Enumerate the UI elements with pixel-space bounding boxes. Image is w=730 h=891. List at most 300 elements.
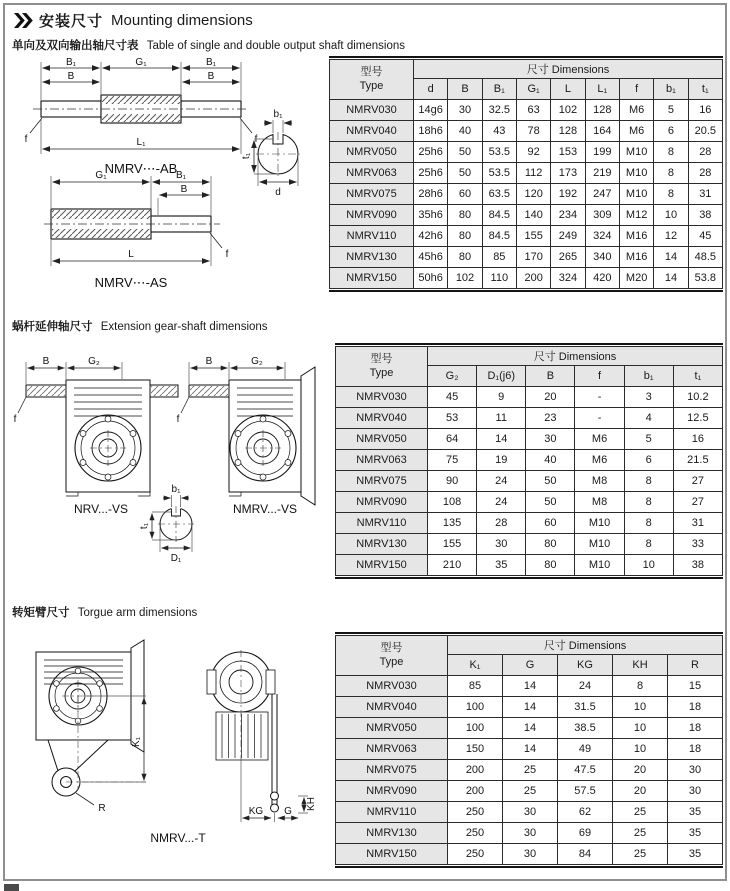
type-cell: NMRV040 bbox=[336, 697, 448, 718]
value-cell: 20 bbox=[613, 760, 668, 781]
table-row bbox=[336, 718, 723, 739]
value-cell: 5 bbox=[654, 100, 688, 121]
table-body bbox=[336, 676, 723, 865]
dim-label-b1: B₁ bbox=[175, 170, 187, 181]
type-cell: NMRV050 bbox=[336, 718, 448, 739]
value-cell: 10 bbox=[613, 697, 668, 718]
table-row bbox=[336, 676, 723, 697]
extension-gear-shaft-drawing bbox=[6, 352, 328, 588]
value-cell: M10 bbox=[619, 184, 653, 205]
value-cell: 250 bbox=[448, 844, 503, 865]
column-header: L₁ bbox=[585, 79, 619, 100]
value-cell: 25 bbox=[613, 844, 668, 865]
type-cell: NMRV110 bbox=[336, 802, 448, 823]
value-cell: 10 bbox=[613, 739, 668, 760]
type-header-en: Type bbox=[359, 79, 384, 92]
value-cell: 25h6 bbox=[414, 142, 448, 163]
value-cell: 38.5 bbox=[558, 718, 613, 739]
value-cell: 43 bbox=[482, 121, 516, 142]
value-cell: 102 bbox=[448, 268, 482, 289]
type-cell: NMRV130 bbox=[330, 247, 414, 268]
table-row bbox=[336, 802, 723, 823]
value-cell: 8 bbox=[624, 492, 673, 513]
value-cell: 14 bbox=[503, 697, 558, 718]
table-body bbox=[330, 100, 723, 289]
drawing-caption-nmrv-t: NMRV...-T bbox=[150, 831, 206, 845]
column-header: D₁(j6) bbox=[477, 366, 526, 387]
dim-label-b: B bbox=[205, 356, 213, 367]
value-cell: 128 bbox=[585, 100, 619, 121]
torque-arm-drawing bbox=[6, 630, 328, 870]
table-row bbox=[336, 844, 723, 865]
value-cell: 20 bbox=[613, 781, 668, 802]
value-cell: 84 bbox=[558, 844, 613, 865]
table-row bbox=[336, 697, 723, 718]
extension-shaft-table bbox=[335, 343, 723, 579]
value-cell: 24 bbox=[558, 676, 613, 697]
value-cell: M20 bbox=[619, 268, 653, 289]
value-cell: 12 bbox=[654, 226, 688, 247]
value-cell: M12 bbox=[619, 205, 653, 226]
value-cell: 110 bbox=[482, 268, 516, 289]
value-cell: 31 bbox=[688, 184, 722, 205]
value-cell: 27 bbox=[673, 471, 722, 492]
value-cell: 24 bbox=[477, 471, 526, 492]
column-header: b₁ bbox=[624, 366, 673, 387]
value-cell: 31.5 bbox=[558, 697, 613, 718]
dim-label-cs-t1: t₁ bbox=[241, 152, 252, 160]
drawing-caption-ab: NMRV⋯-AB bbox=[104, 161, 178, 176]
torque-arm-table bbox=[335, 632, 723, 868]
type-cell: NMRV090 bbox=[330, 205, 414, 226]
value-cell: 10 bbox=[624, 555, 673, 576]
value-cell: 192 bbox=[551, 184, 585, 205]
section3-title-zh: 转矩臂尺寸 bbox=[12, 607, 70, 619]
value-cell: 100 bbox=[448, 697, 503, 718]
value-cell: 199 bbox=[585, 142, 619, 163]
value-cell: 38 bbox=[688, 205, 722, 226]
table-row bbox=[330, 184, 723, 205]
value-cell: 10 bbox=[613, 718, 668, 739]
table-row bbox=[336, 408, 723, 429]
table-row bbox=[336, 429, 723, 450]
value-cell: 50 bbox=[448, 142, 482, 163]
value-cell: 247 bbox=[585, 184, 619, 205]
column-header: L bbox=[551, 79, 585, 100]
value-cell: 8 bbox=[654, 142, 688, 163]
table-row bbox=[336, 534, 723, 555]
value-cell: 80 bbox=[448, 247, 482, 268]
dim-label-b1: B₁ bbox=[65, 57, 77, 68]
value-cell: 6 bbox=[624, 450, 673, 471]
value-cell: 28 bbox=[477, 513, 526, 534]
column-header: t₁ bbox=[688, 79, 722, 100]
type-cell: NMRV110 bbox=[336, 513, 428, 534]
type-column-header bbox=[336, 347, 428, 387]
table-body bbox=[336, 387, 723, 576]
value-cell: 45 bbox=[688, 226, 722, 247]
table-row bbox=[330, 205, 723, 226]
dim-label-b: B bbox=[207, 71, 215, 82]
type-header-en: Type bbox=[379, 655, 404, 668]
dim-label-b: B bbox=[42, 356, 50, 367]
shaft-dimensions-table bbox=[329, 56, 723, 292]
value-cell: 8 bbox=[624, 471, 673, 492]
value-cell: 35h6 bbox=[414, 205, 448, 226]
value-cell: 8 bbox=[654, 184, 688, 205]
value-cell: 15 bbox=[668, 676, 723, 697]
value-cell: 50 bbox=[526, 471, 575, 492]
dim-label-cs-b1: b₁ bbox=[273, 109, 283, 120]
page-title bbox=[14, 10, 253, 31]
value-cell: M16 bbox=[619, 247, 653, 268]
value-cell: 219 bbox=[585, 163, 619, 184]
value-cell: 30 bbox=[503, 823, 558, 844]
value-cell: 80 bbox=[448, 226, 482, 247]
value-cell: 210 bbox=[428, 555, 477, 576]
table-row bbox=[336, 513, 723, 534]
dim-label-b: B bbox=[180, 184, 188, 195]
value-cell: 102 bbox=[551, 100, 585, 121]
value-cell: 150 bbox=[448, 739, 503, 760]
column-header: f bbox=[619, 79, 653, 100]
table-row bbox=[336, 781, 723, 802]
table-row bbox=[330, 247, 723, 268]
value-cell: 108 bbox=[428, 492, 477, 513]
value-cell: 21.5 bbox=[673, 450, 722, 471]
type-header-zh: 型号 bbox=[380, 641, 403, 654]
type-cell: NMRV063 bbox=[336, 450, 428, 471]
column-header: B₁ bbox=[482, 79, 516, 100]
value-cell: 50 bbox=[526, 492, 575, 513]
value-cell: 8 bbox=[624, 513, 673, 534]
section1-title-en: Table of single and double output shaft dimensions bbox=[146, 40, 405, 52]
type-cell: NMRV090 bbox=[336, 781, 448, 802]
table-row bbox=[330, 121, 723, 142]
page-corner-mark bbox=[4, 884, 19, 891]
dim-label-kg: KG bbox=[248, 806, 264, 817]
value-cell: 173 bbox=[551, 163, 585, 184]
dim-label-f: f bbox=[24, 134, 28, 145]
table-row bbox=[336, 492, 723, 513]
value-cell: 100 bbox=[448, 718, 503, 739]
type-cell: NMRV050 bbox=[336, 429, 428, 450]
dim-label-cs-t1: t₁ bbox=[139, 522, 150, 530]
value-cell: M10 bbox=[619, 142, 653, 163]
value-cell: 80 bbox=[526, 534, 575, 555]
column-header: b₁ bbox=[654, 79, 688, 100]
value-cell: 84.5 bbox=[482, 226, 516, 247]
value-cell: 164 bbox=[585, 121, 619, 142]
value-cell: 170 bbox=[516, 247, 550, 268]
type-header-en: Type bbox=[369, 366, 394, 379]
value-cell: 4 bbox=[624, 408, 673, 429]
value-cell: 120 bbox=[516, 184, 550, 205]
value-cell: 14 bbox=[654, 247, 688, 268]
dim-label-g2: G₂ bbox=[251, 356, 263, 367]
value-cell: 85 bbox=[448, 676, 503, 697]
value-cell: 30 bbox=[526, 429, 575, 450]
value-cell: 69 bbox=[558, 823, 613, 844]
dim-label-cs-d1: D₁ bbox=[170, 553, 182, 564]
value-cell: M6 bbox=[619, 100, 653, 121]
value-cell: 8 bbox=[624, 534, 673, 555]
value-cell: 30 bbox=[503, 802, 558, 823]
value-cell: 250 bbox=[448, 802, 503, 823]
value-cell: 14 bbox=[503, 739, 558, 760]
value-cell: 78 bbox=[516, 121, 550, 142]
page-title-en: Mounting dimensions bbox=[111, 12, 253, 29]
value-cell: 14 bbox=[503, 676, 558, 697]
page-title-zh: 安装尺寸 bbox=[39, 13, 104, 30]
value-cell: 9 bbox=[477, 387, 526, 408]
dim-label-g: G bbox=[284, 806, 292, 817]
dim-label-l: L bbox=[128, 249, 134, 260]
value-cell: 40 bbox=[526, 450, 575, 471]
column-header: K₁ bbox=[448, 655, 503, 676]
column-header: G₁ bbox=[516, 79, 550, 100]
value-cell: M16 bbox=[619, 226, 653, 247]
value-cell: 57.5 bbox=[558, 781, 613, 802]
value-cell: 155 bbox=[516, 226, 550, 247]
dim-label-g1: G₁ bbox=[135, 57, 147, 68]
table-row bbox=[330, 163, 723, 184]
table-row bbox=[336, 739, 723, 760]
section3-title-en: Torgue arm dimensions bbox=[77, 607, 198, 619]
value-cell: M6 bbox=[575, 429, 624, 450]
value-cell: 25 bbox=[613, 823, 668, 844]
value-cell: 53.8 bbox=[688, 268, 722, 289]
value-cell: 25 bbox=[503, 781, 558, 802]
value-cell: 3 bbox=[624, 387, 673, 408]
table-row bbox=[336, 450, 723, 471]
type-cell: NMRV040 bbox=[336, 408, 428, 429]
type-header-zh: 型号 bbox=[360, 65, 383, 78]
drawing-caption-nmrv-vs: NMRV...-VS bbox=[232, 502, 298, 516]
value-cell: 40 bbox=[448, 121, 482, 142]
value-cell: 200 bbox=[516, 268, 550, 289]
section2-title-zh: 蜗杆延伸轴尺寸 bbox=[12, 321, 93, 333]
value-cell: 14 bbox=[477, 429, 526, 450]
type-cell: NMRV150 bbox=[336, 844, 448, 865]
table-row bbox=[330, 100, 723, 121]
value-cell: - bbox=[575, 408, 624, 429]
column-header: B bbox=[526, 366, 575, 387]
type-cell: NMRV090 bbox=[336, 492, 428, 513]
value-cell: 340 bbox=[585, 247, 619, 268]
value-cell: M8 bbox=[575, 471, 624, 492]
value-cell: 23 bbox=[526, 408, 575, 429]
value-cell: M8 bbox=[575, 492, 624, 513]
value-cell: 18 bbox=[668, 739, 723, 760]
dim-label-g2: G₂ bbox=[88, 356, 100, 367]
value-cell: 14g6 bbox=[414, 100, 448, 121]
table-row bbox=[330, 142, 723, 163]
value-cell: 48.5 bbox=[688, 247, 722, 268]
value-cell: 324 bbox=[551, 268, 585, 289]
dim-label-k1: K₁ bbox=[131, 736, 142, 748]
value-cell: 75 bbox=[428, 450, 477, 471]
value-cell: 18 bbox=[668, 718, 723, 739]
value-cell: 16 bbox=[688, 100, 722, 121]
value-cell: 10 bbox=[654, 205, 688, 226]
column-header: KH bbox=[613, 655, 668, 676]
value-cell: 35 bbox=[668, 823, 723, 844]
drawing-caption-as: NMRV⋯-AS bbox=[94, 275, 168, 290]
value-cell: 24 bbox=[477, 492, 526, 513]
value-cell: 30 bbox=[503, 844, 558, 865]
value-cell: 50 bbox=[448, 163, 482, 184]
table-row bbox=[336, 387, 723, 408]
value-cell: 25 bbox=[613, 802, 668, 823]
value-cell: 32.5 bbox=[482, 100, 516, 121]
value-cell: 20.5 bbox=[688, 121, 722, 142]
type-cell: NMRV030 bbox=[336, 387, 428, 408]
value-cell: 64 bbox=[428, 429, 477, 450]
value-cell: 19 bbox=[477, 450, 526, 471]
value-cell: 49 bbox=[558, 739, 613, 760]
value-cell: 53 bbox=[428, 408, 477, 429]
value-cell: 27 bbox=[673, 492, 722, 513]
type-cell: NMRV040 bbox=[330, 121, 414, 142]
section2-title-en: Extension gear-shaft dimensions bbox=[100, 321, 268, 333]
value-cell: 90 bbox=[428, 471, 477, 492]
value-cell: 8 bbox=[654, 163, 688, 184]
type-cell: NMRV030 bbox=[330, 100, 414, 121]
section1-title bbox=[12, 37, 405, 53]
dims-group-header: 尺寸 Dimensions bbox=[414, 60, 723, 79]
value-cell: 63.5 bbox=[482, 184, 516, 205]
value-cell: 16 bbox=[673, 429, 722, 450]
drawing-caption-nrv-vs: NRV...-VS bbox=[73, 502, 129, 516]
dim-label-g1: G₁ bbox=[95, 170, 107, 181]
value-cell: M6 bbox=[619, 121, 653, 142]
value-cell: 60 bbox=[526, 513, 575, 534]
column-header: d bbox=[414, 79, 448, 100]
dim-label-b: B bbox=[67, 71, 75, 82]
value-cell: 324 bbox=[585, 226, 619, 247]
value-cell: 18 bbox=[668, 697, 723, 718]
dim-label-b1: B₁ bbox=[205, 57, 217, 68]
dim-label-l1: L₁ bbox=[136, 137, 146, 148]
value-cell: 10.2 bbox=[673, 387, 722, 408]
column-header: G₂ bbox=[428, 366, 477, 387]
shaft-drawing-ab-as bbox=[6, 54, 328, 302]
value-cell: 31 bbox=[673, 513, 722, 534]
type-cell: NMRV050 bbox=[330, 142, 414, 163]
value-cell: 14 bbox=[654, 268, 688, 289]
value-cell: M6 bbox=[575, 450, 624, 471]
dim-label-kh: KH bbox=[306, 797, 317, 811]
type-column-header bbox=[336, 636, 448, 676]
type-cell: NMRV075 bbox=[336, 760, 448, 781]
value-cell: 5 bbox=[624, 429, 673, 450]
value-cell: 200 bbox=[448, 781, 503, 802]
value-cell: 14 bbox=[503, 718, 558, 739]
value-cell: 62 bbox=[558, 802, 613, 823]
value-cell: 6 bbox=[654, 121, 688, 142]
column-header: f bbox=[575, 366, 624, 387]
dim-label-f: f bbox=[254, 134, 258, 145]
table-row bbox=[336, 555, 723, 576]
type-column-header bbox=[330, 60, 414, 100]
value-cell: 12.5 bbox=[673, 408, 722, 429]
value-cell: 249 bbox=[551, 226, 585, 247]
column-header: G bbox=[503, 655, 558, 676]
value-cell: 135 bbox=[428, 513, 477, 534]
dim-label-f: f bbox=[225, 249, 229, 260]
column-header: B bbox=[448, 79, 482, 100]
value-cell: 45h6 bbox=[414, 247, 448, 268]
value-cell: M10 bbox=[575, 534, 624, 555]
type-cell: NMRV110 bbox=[330, 226, 414, 247]
value-cell: 45 bbox=[428, 387, 477, 408]
value-cell: 30 bbox=[477, 534, 526, 555]
value-cell: 265 bbox=[551, 247, 585, 268]
value-cell: 153 bbox=[551, 142, 585, 163]
table-row bbox=[336, 760, 723, 781]
section2-title bbox=[12, 318, 268, 334]
dims-group-header: 尺寸 Dimensions bbox=[428, 347, 723, 366]
value-cell: 80 bbox=[448, 205, 482, 226]
value-cell: 140 bbox=[516, 205, 550, 226]
value-cell: - bbox=[575, 387, 624, 408]
type-cell: NMRV075 bbox=[330, 184, 414, 205]
value-cell: 28h6 bbox=[414, 184, 448, 205]
type-cell: NMRV030 bbox=[336, 676, 448, 697]
value-cell: 53.5 bbox=[482, 163, 516, 184]
value-cell: 42h6 bbox=[414, 226, 448, 247]
column-header: R bbox=[668, 655, 723, 676]
value-cell: 30 bbox=[448, 100, 482, 121]
value-cell: 33 bbox=[673, 534, 722, 555]
value-cell: 92 bbox=[516, 142, 550, 163]
dim-label-r: R bbox=[98, 803, 106, 814]
value-cell: 234 bbox=[551, 205, 585, 226]
value-cell: 50h6 bbox=[414, 268, 448, 289]
dim-label-cs-d: d bbox=[275, 187, 281, 198]
value-cell: 200 bbox=[448, 760, 503, 781]
value-cell: 25 bbox=[503, 760, 558, 781]
type-cell: NMRV130 bbox=[336, 823, 448, 844]
column-header: t₁ bbox=[673, 366, 722, 387]
table-row bbox=[336, 471, 723, 492]
value-cell: 84.5 bbox=[482, 205, 516, 226]
value-cell: 8 bbox=[613, 676, 668, 697]
value-cell: 38 bbox=[673, 555, 722, 576]
value-cell: 128 bbox=[551, 121, 585, 142]
type-cell: NMRV063 bbox=[330, 163, 414, 184]
table-row bbox=[330, 268, 723, 289]
type-cell: NMRV130 bbox=[336, 534, 428, 555]
value-cell: M10 bbox=[575, 513, 624, 534]
section3-title bbox=[12, 604, 197, 620]
dim-label-f: f bbox=[176, 414, 180, 425]
value-cell: 53.5 bbox=[482, 142, 516, 163]
type-cell: NMRV063 bbox=[336, 739, 448, 760]
value-cell: 30 bbox=[668, 760, 723, 781]
value-cell: 28 bbox=[688, 163, 722, 184]
value-cell: 155 bbox=[428, 534, 477, 555]
column-header: KG bbox=[558, 655, 613, 676]
value-cell: 11 bbox=[477, 408, 526, 429]
dim-label-f: f bbox=[13, 414, 17, 425]
value-cell: 420 bbox=[585, 268, 619, 289]
dims-group-header: 尺寸 Dimensions bbox=[448, 636, 723, 655]
value-cell: M10 bbox=[575, 555, 624, 576]
value-cell: 309 bbox=[585, 205, 619, 226]
value-cell: 80 bbox=[526, 555, 575, 576]
